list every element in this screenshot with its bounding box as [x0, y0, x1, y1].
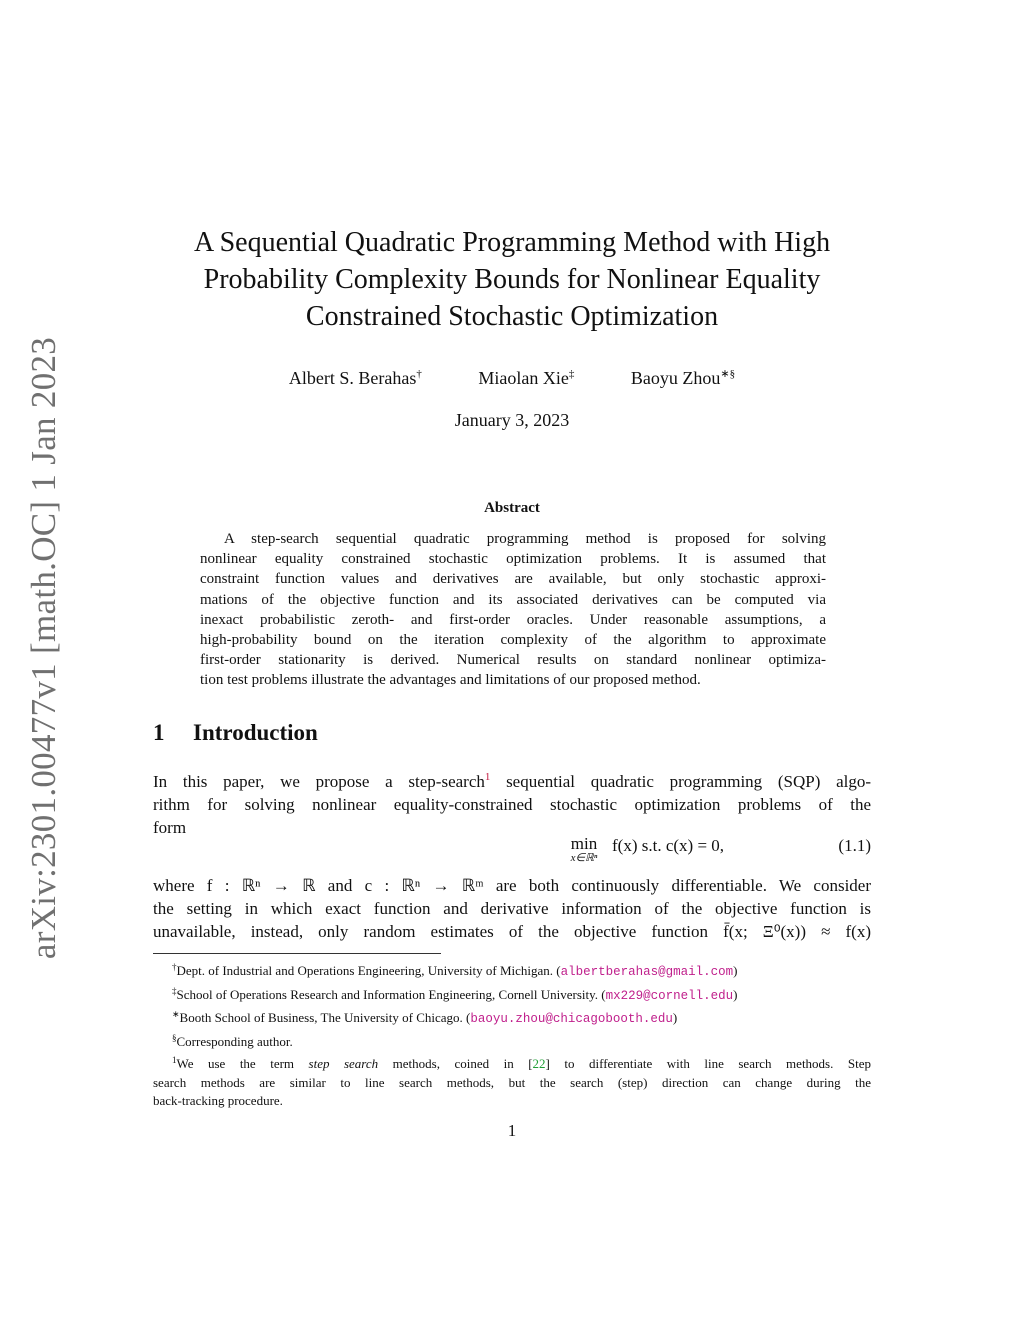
footnote-mark: 1: [172, 1055, 177, 1065]
section-title: Introduction: [193, 720, 318, 745]
footnote-emphasis: step search: [308, 1056, 379, 1071]
footnote-mark: §: [172, 1032, 177, 1043]
footnote-line: search methods are similar to line search methods, but the search (step) direction can change during the: [153, 1074, 871, 1090]
minimization-operator: [566, 836, 602, 864]
email-link[interactable]: mx229@cornell.edu: [605, 988, 734, 1003]
author-affiliation-mark: ‡: [568, 368, 575, 380]
author-name: Miaolan Xie: [478, 368, 569, 388]
abstract-line: constraint function values and derivatives are available, but only stochastic approxi-: [200, 571, 826, 588]
min-operator: min: [570, 834, 598, 853]
footnote-mark: †: [172, 962, 177, 972]
title-line: A Sequential Quadratic Programming Method with High: [193, 227, 831, 258]
email-link[interactable]: albertberahas@gmail.com: [560, 965, 734, 979]
author-name: Baoyu Zhou: [630, 368, 721, 388]
paragraph-line: the setting in which exact function and derivative information of the objective function is: [153, 899, 871, 918]
section-number: 1: [153, 720, 165, 745]
citation-link[interactable]: 22: [532, 1056, 546, 1071]
footnote-text: We use the term: [176, 1056, 309, 1071]
footnote-line: back-tracking procedure.: [153, 1093, 283, 1108]
paper-title: [150, 224, 874, 335]
footnote-divider: [153, 953, 441, 954]
section-heading-introduction: [153, 720, 318, 746]
author-affiliation-mark: †: [416, 368, 422, 380]
title-line: Probability Complexity Bounds for Nonlinear Equality: [203, 264, 821, 295]
intro-paragraph: [153, 874, 871, 943]
footnote-step-search: [153, 1051, 871, 1111]
footnote-reference-link[interactable]: 1: [484, 771, 491, 783]
footnote-text: ): [733, 986, 738, 1002]
footnote-text: ): [733, 963, 738, 978]
footnote-text: methods, coined in [: [378, 1056, 533, 1071]
equation-body: f(x) s.t. c(x) = 0,: [612, 836, 725, 855]
equation-number: (1.1): [838, 836, 871, 855]
text-run: In this paper, we propose a step-search: [153, 772, 485, 791]
footnote-affiliation: [153, 958, 871, 982]
author-name: Albert S. Berahas: [288, 368, 417, 388]
footnote-affiliation: [153, 1005, 871, 1029]
footnote-text: ): [672, 1010, 678, 1025]
footnote-affiliation: [153, 982, 871, 1006]
email-link[interactable]: baoyu.zhou@chicagobooth.edu: [470, 1012, 673, 1026]
paragraph-line: rithm for solving nonlinear equality-constrained stochastic optimization problems of the: [153, 795, 871, 814]
footnote-text: Corresponding author.: [176, 1033, 293, 1049]
footnote-mark: ∗: [172, 1009, 180, 1019]
footnote-text: School of Operations Research and Information Engineering, Cornell University. (: [176, 986, 606, 1002]
abstract-line: mations of the objective function and its associated derivatives can be computed via: [200, 591, 826, 608]
arxiv-identifier-stamp: arXiv:2301.00477v1 [math.OC] 1 Jan 2023: [24, 336, 63, 960]
author-list: [150, 367, 874, 389]
paragraph-line: [153, 766, 871, 793]
min-subscript: x∈ℝⁿ: [570, 852, 598, 864]
abstract-line: first-order stationarity is derived. Numerical results on standard nonlinear optimiza-: [200, 652, 826, 669]
publication-date: January 3, 2023: [454, 410, 570, 430]
equation-1-1: [153, 834, 871, 868]
abstract-line: nonlinear equality constrained stochastic optimization problems. It is assumed that: [200, 551, 826, 568]
footnote-text: Dept. of Industrial and Operations Engineering, University of Michigan. (: [176, 963, 561, 978]
author-affiliation-mark: ∗§: [720, 368, 736, 380]
footnotes: [153, 958, 871, 1111]
paragraph-line: unavailable, instead, only random estimates of the objective function f̄(x; Ξ⁰(x)) ≈ f(x): [153, 922, 871, 941]
paragraph-line: where f : ℝⁿ → ℝ and c : ℝⁿ → ℝᵐ are both continuously differentiable. We consider: [153, 876, 871, 895]
page-number: 1: [507, 1121, 517, 1140]
title-line: Constrained Stochastic Optimization: [305, 301, 719, 332]
intro-paragraph: [153, 766, 871, 839]
footnote-line: [153, 1051, 871, 1074]
footnote-mark: ‡: [172, 985, 177, 996]
abstract-line: inexact probabilistic zeroth- and first-order oracles. Under reasonable assumptions, a: [200, 611, 826, 628]
footnote-text: ] to differentiate with line search methods. Step: [545, 1056, 871, 1071]
text-run: sequential quadratic programming (SQP) algo-: [490, 772, 871, 791]
abstract-line: high-probability bound on the iteration complexity of the algorithm to approximate: [200, 632, 826, 649]
abstract-heading: Abstract: [484, 500, 540, 516]
author: [478, 368, 574, 389]
paragraph-line: form: [153, 818, 187, 837]
author: [289, 368, 422, 389]
footnote-text: Booth School of Business, The University of Chicago. (: [179, 1010, 471, 1025]
author: [631, 367, 735, 389]
abstract-line: tion test problems illustrate the advantages and limitations of our proposed method.: [200, 672, 701, 689]
footnote-affiliation: [153, 1029, 871, 1052]
abstract-line: A step-search sequential quadratic programming method is proposed for solving: [224, 531, 826, 547]
abstract-body: [200, 529, 826, 691]
